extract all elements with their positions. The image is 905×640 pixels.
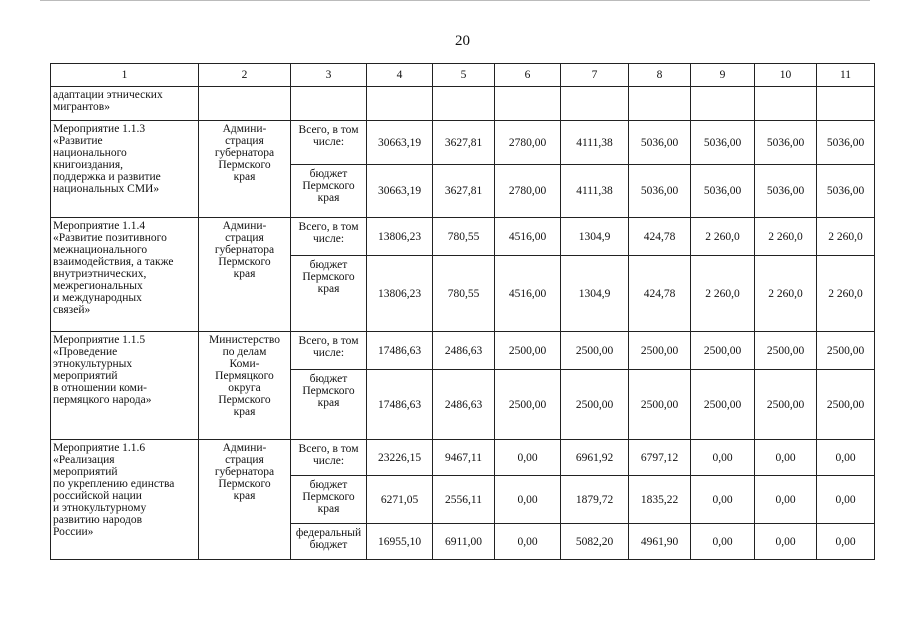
amount-cell: 0,00 [495, 476, 561, 524]
amount-cell: 2 260,0 [691, 218, 755, 256]
amount-cell: 2500,00 [817, 370, 875, 440]
amount-cell: 0,00 [691, 524, 755, 560]
amount-cell: 780,55 [433, 256, 495, 332]
amount-cell: 1304,9 [561, 256, 629, 332]
executor-name: Админи- страция губернатора Пермского края [199, 440, 291, 560]
amount-cell: 3627,81 [433, 165, 495, 218]
amount-cell: 2486,63 [433, 370, 495, 440]
funding-source: Всего, в том числе: [291, 121, 367, 165]
empty-cell [561, 87, 629, 121]
amount-cell: 2 260,0 [691, 256, 755, 332]
amount-cell: 5036,00 [691, 165, 755, 218]
amount-cell: 9467,11 [433, 440, 495, 476]
amount-cell: 0,00 [755, 440, 817, 476]
empty-cell [367, 87, 433, 121]
amount-cell: 4111,38 [561, 165, 629, 218]
funding-source: бюджет Пермского края [291, 476, 367, 524]
amount-cell: 2500,00 [817, 332, 875, 370]
amount-cell: 5036,00 [817, 165, 875, 218]
funding-source: бюджет Пермского края [291, 370, 367, 440]
amount-cell: 5036,00 [691, 121, 755, 165]
amount-cell: 5036,00 [755, 121, 817, 165]
page-number: 20 [455, 33, 470, 49]
amount-cell: 2500,00 [755, 370, 817, 440]
header-cell: 1 [51, 64, 199, 87]
funding-source: федеральный бюджет [291, 524, 367, 560]
empty-cell [199, 87, 291, 121]
empty-cell [433, 87, 495, 121]
amount-cell: 13806,23 [367, 218, 433, 256]
header-cell: 7 [561, 64, 629, 87]
amount-cell: 2500,00 [495, 332, 561, 370]
amount-cell: 4111,38 [561, 121, 629, 165]
amount-cell: 6961,92 [561, 440, 629, 476]
amount-cell: 4516,00 [495, 218, 561, 256]
header-cell: 6 [495, 64, 561, 87]
amount-cell: 2500,00 [691, 332, 755, 370]
header-cell: 2 [199, 64, 291, 87]
amount-cell: 2500,00 [629, 332, 691, 370]
amount-cell: 2500,00 [629, 370, 691, 440]
amount-cell: 0,00 [755, 524, 817, 560]
amount-cell: 30663,19 [367, 165, 433, 218]
amount-cell: 424,78 [629, 256, 691, 332]
measure-name: Мероприятие 1.1.5 «Проведение этнокультурных мероприятий в отношении коми- пермяцкого народа» [51, 332, 199, 440]
amount-cell: 3627,81 [433, 121, 495, 165]
executor-name: Министерство по делам Коми- Пермяцкого округа Пермского края [199, 332, 291, 440]
amount-cell: 0,00 [495, 524, 561, 560]
measure-name: Мероприятие 1.1.6 «Реализация мероприятий по укреплению единства российской нации и этнокультурному развитию народов России» [51, 440, 199, 560]
executor-name: Админи- страция губернатора Пермского края [199, 218, 291, 332]
header-cell: 3 [291, 64, 367, 87]
amount-cell: 23226,15 [367, 440, 433, 476]
top-rule [40, 0, 870, 1]
empty-cell [629, 87, 691, 121]
amount-cell: 2 260,0 [755, 256, 817, 332]
table-row [51, 218, 875, 256]
amount-cell: 5036,00 [629, 165, 691, 218]
amount-cell: 0,00 [755, 476, 817, 524]
amount-cell: 6911,00 [433, 524, 495, 560]
table-row [51, 332, 875, 370]
amount-cell: 2 260,0 [817, 218, 875, 256]
continuation-row [51, 87, 875, 121]
amount-cell: 0,00 [691, 476, 755, 524]
amount-cell: 4516,00 [495, 256, 561, 332]
amount-cell: 5082,20 [561, 524, 629, 560]
funding-source: бюджет Пермского края [291, 256, 367, 332]
amount-cell: 2500,00 [495, 370, 561, 440]
amount-cell: 0,00 [691, 440, 755, 476]
amount-cell: 5036,00 [817, 121, 875, 165]
header-cell: 11 [817, 64, 875, 87]
budget-table [50, 63, 875, 560]
funding-source: Всего, в том числе: [291, 332, 367, 370]
amount-cell: 1835,22 [629, 476, 691, 524]
amount-cell: 6797,12 [629, 440, 691, 476]
amount-cell: 17486,63 [367, 370, 433, 440]
amount-cell: 0,00 [817, 440, 875, 476]
empty-cell [291, 87, 367, 121]
funding-source: Всего, в том числе: [291, 440, 367, 476]
amount-cell: 1879,72 [561, 476, 629, 524]
empty-cell [495, 87, 561, 121]
amount-cell: 17486,63 [367, 332, 433, 370]
amount-cell: 0,00 [817, 524, 875, 560]
amount-cell: 2 260,0 [755, 218, 817, 256]
amount-cell: 16955,10 [367, 524, 433, 560]
executor-name: Админи- страция губернатора Пермского края [199, 121, 291, 218]
table-row [51, 121, 875, 165]
amount-cell: 2780,00 [495, 121, 561, 165]
header-cell: 9 [691, 64, 755, 87]
amount-cell: 2486,63 [433, 332, 495, 370]
amount-cell: 2500,00 [755, 332, 817, 370]
amount-cell: 2 260,0 [817, 256, 875, 332]
amount-cell: 2500,00 [561, 370, 629, 440]
funding-source: бюджет Пермского края [291, 165, 367, 218]
header-cell: 10 [755, 64, 817, 87]
amount-cell: 780,55 [433, 218, 495, 256]
empty-cell [691, 87, 755, 121]
amount-cell: 1304,9 [561, 218, 629, 256]
header-row [51, 64, 875, 87]
amount-cell: 2500,00 [561, 332, 629, 370]
measure-name: Мероприятие 1.1.3 «Развитие национального книгоиздания, поддержка и развитие национальных СМИ» [51, 121, 199, 218]
table-body [51, 64, 875, 560]
amount-cell: 2500,00 [691, 370, 755, 440]
amount-cell: 13806,23 [367, 256, 433, 332]
amount-cell: 6271,05 [367, 476, 433, 524]
measure-name: Мероприятие 1.1.4 «Развитие позитивного межнационального взаимодействия, а также внутриэтнических, межрегиональных и международных связей» [51, 218, 199, 332]
empty-cell [755, 87, 817, 121]
funding-source: Всего, в том числе: [291, 218, 367, 256]
empty-cell [817, 87, 875, 121]
amount-cell: 0,00 [495, 440, 561, 476]
amount-cell: 424,78 [629, 218, 691, 256]
header-cell: 8 [629, 64, 691, 87]
amount-cell: 4961,90 [629, 524, 691, 560]
amount-cell: 2556,11 [433, 476, 495, 524]
table-row [51, 440, 875, 476]
amount-cell: 2780,00 [495, 165, 561, 218]
amount-cell: 5036,00 [629, 121, 691, 165]
header-cell: 4 [367, 64, 433, 87]
continuation-measure-text: адаптации этнических мигрантов» [51, 87, 199, 121]
amount-cell: 30663,19 [367, 121, 433, 165]
header-cell: 5 [433, 64, 495, 87]
amount-cell: 5036,00 [755, 165, 817, 218]
amount-cell: 0,00 [817, 476, 875, 524]
